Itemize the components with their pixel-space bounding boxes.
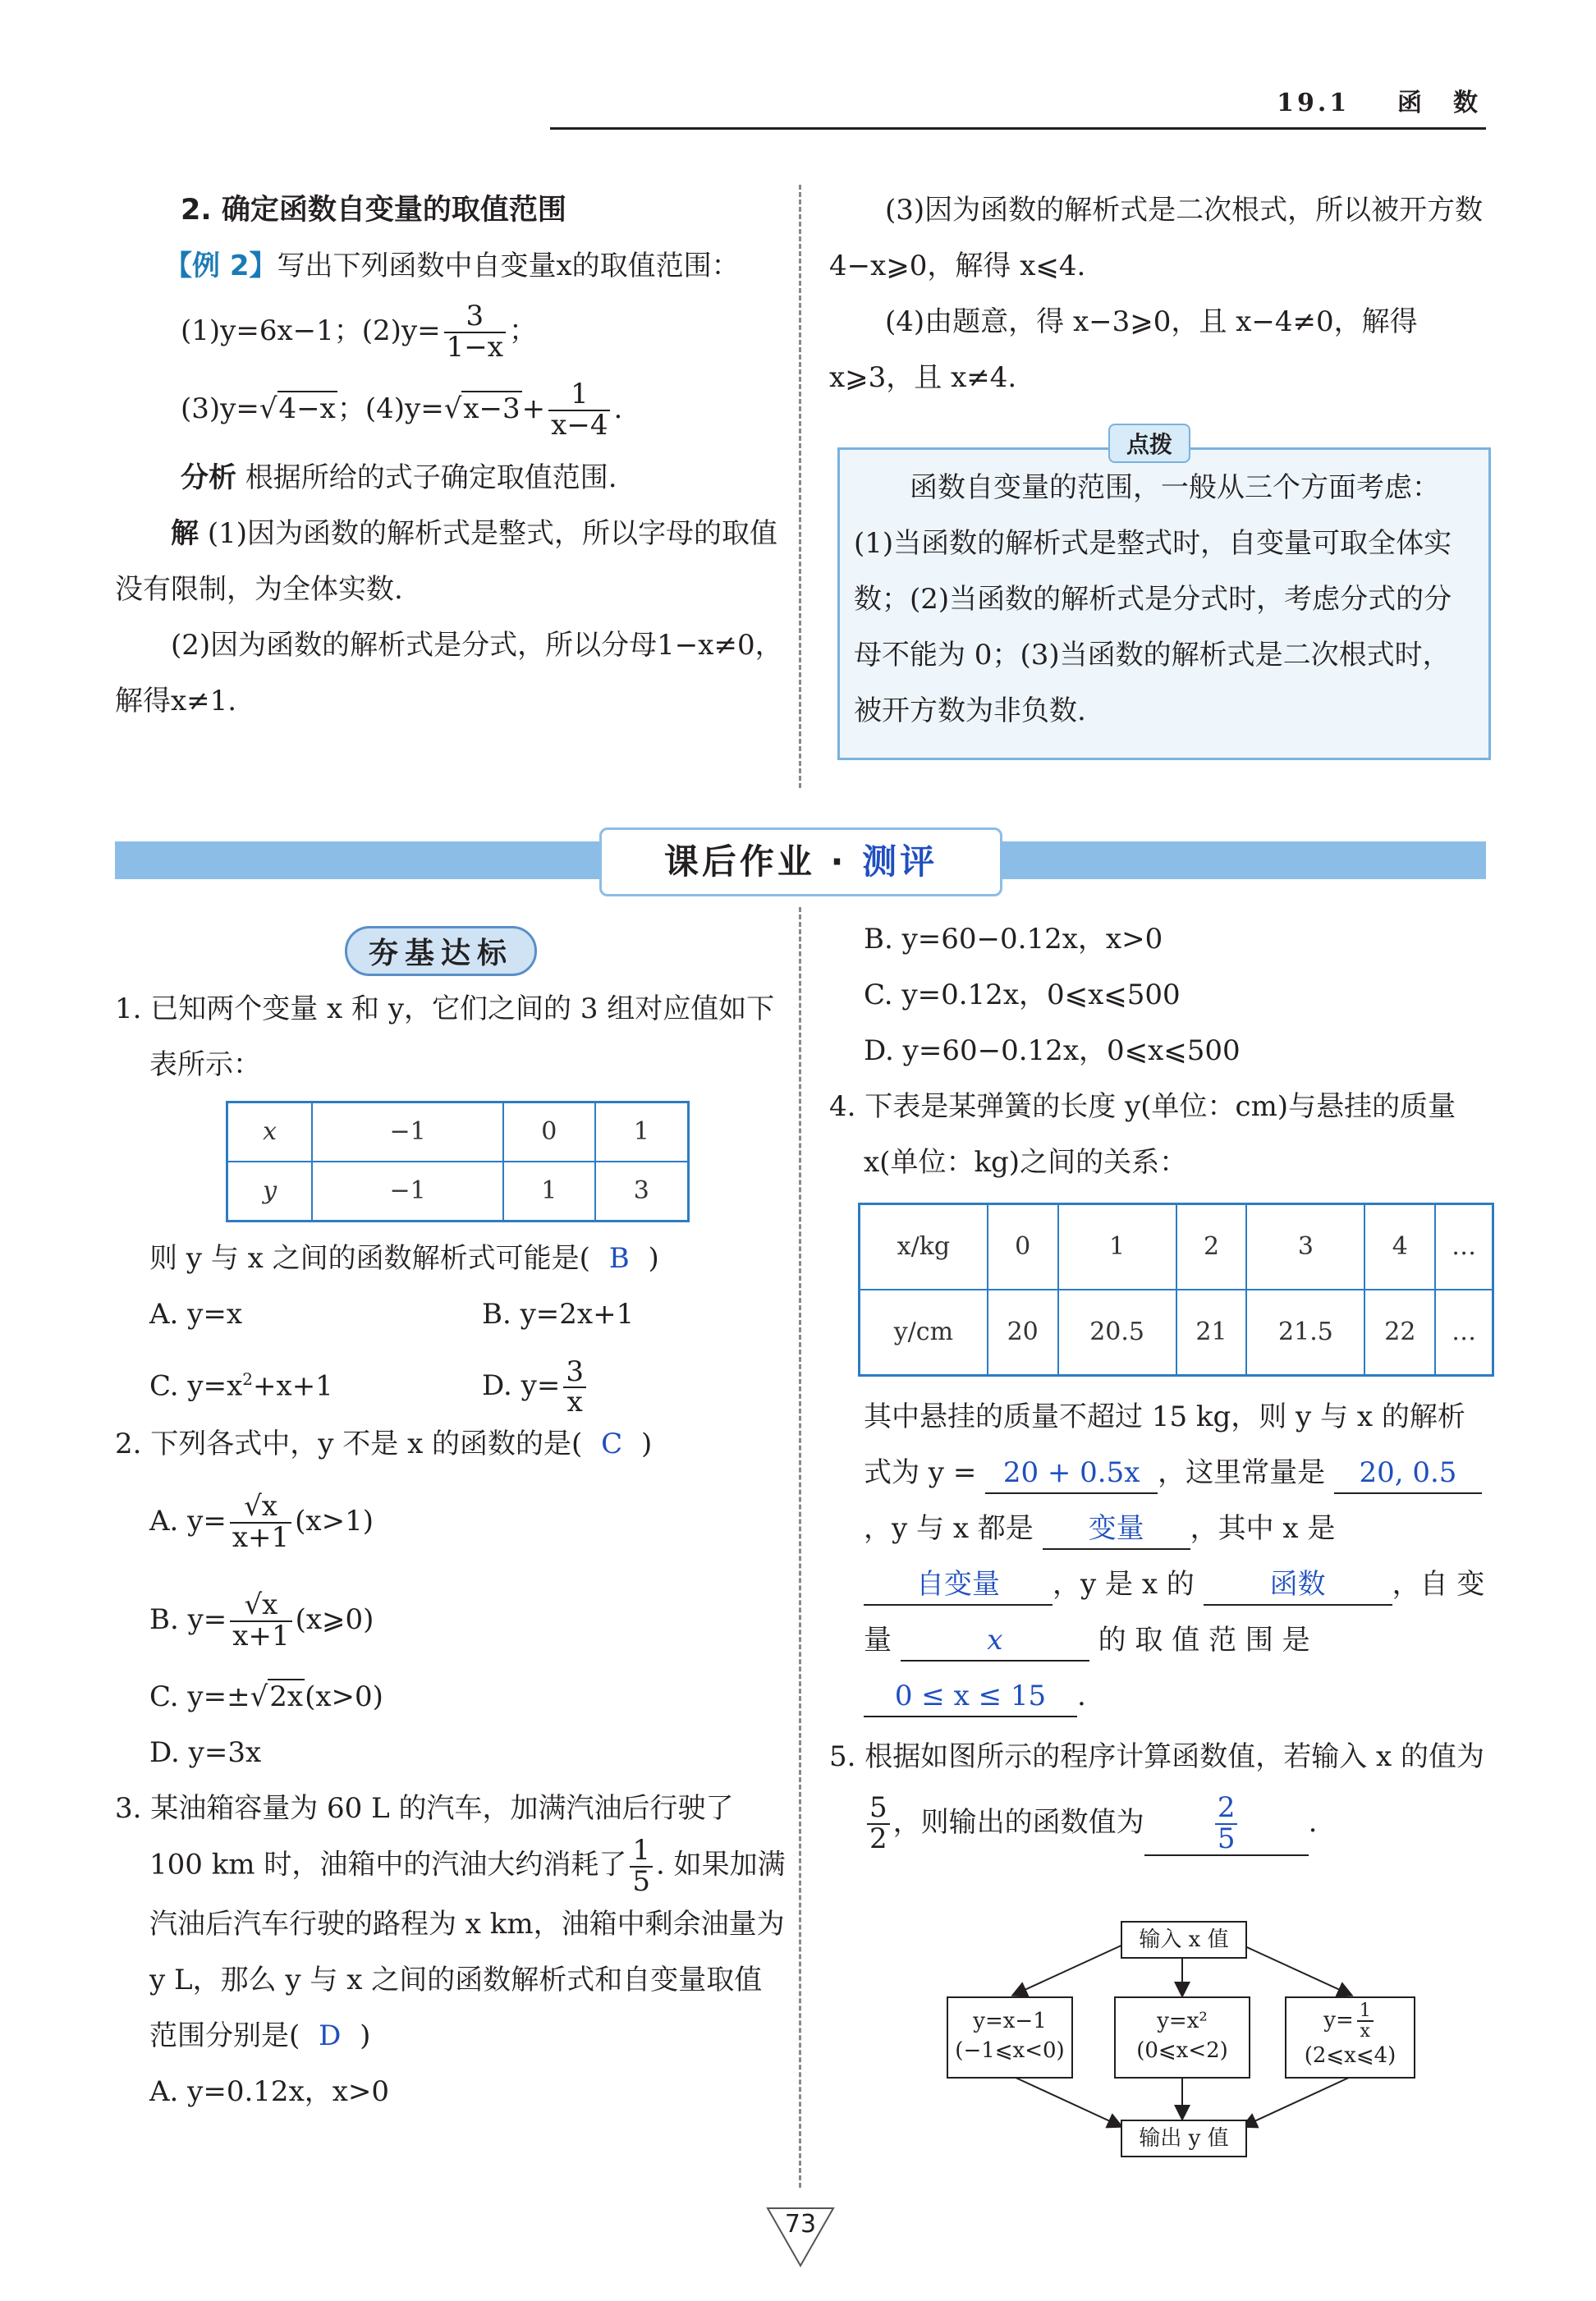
questions-left	[115, 981, 788, 2120]
q4-blank-independent: 自变量	[864, 1565, 1053, 1606]
table-cell: 22	[1364, 1290, 1435, 1376]
example-section	[115, 182, 788, 729]
q3-option-b: B. y=60−0.12x，x>0	[864, 923, 1163, 956]
q4-text-7: 的 取 值 范 围 是	[1098, 1624, 1310, 1657]
fraction-denominator: x+1	[232, 1620, 290, 1652]
tip-content: 函数自变量的范围，一般从三个方面考虑：(1)当函数的解析式是整式时，自变量可取全体实数；(2)当函数的解析式是分式时，考虑分式的分母不能为 0；(3)当函数的解析式是二次根式时，被开方数为非负数.	[854, 471, 1452, 727]
q2-option-c-radicand: 2x	[269, 1680, 304, 1713]
q1-answer: B	[608, 1242, 630, 1275]
solution-3: (3)因为函数的解析式是二次根式，所以被开方数 4−x⩾0，解得 x⩽4.	[829, 194, 1484, 282]
arrow-to-right	[1240, 1944, 1351, 1995]
level-badge: 夯基达标	[345, 926, 537, 976]
table-cell: 21.5	[1246, 1290, 1364, 1376]
fraction-denominator: x	[1360, 2021, 1370, 2042]
q4-text-3: ，y 与 x 都是	[864, 1512, 1034, 1545]
table-cell: 21	[1176, 1290, 1247, 1376]
arrow-to-left	[1014, 1944, 1125, 1995]
table-row	[227, 1102, 689, 1162]
q1-options-cd	[115, 1342, 788, 1419]
q2-option-b	[115, 1570, 788, 1669]
fraction-denominator: x	[566, 1386, 583, 1419]
table-cell: 20	[988, 1290, 1058, 1376]
q4-blank-variable: x	[901, 1620, 1089, 1662]
q2-option-a-fraction	[230, 1492, 291, 1552]
item-4-radicand: x−3	[463, 392, 521, 425]
q5-stem-1: 5. 根据如图所示的程序计算函数值，若输入 x 的值为	[829, 1740, 1485, 1773]
flow-box-left-eq: y=x−1	[973, 2009, 1047, 2033]
q3-option-a: A. y=0.12x，x>0	[149, 2075, 390, 2109]
questions-right	[829, 911, 1486, 1856]
flow-output-box: 输出 y 值	[1121, 2120, 1247, 2157]
table-row	[860, 1204, 1493, 1290]
header-title: 函 数	[1397, 89, 1481, 117]
table-cell: 3	[1246, 1204, 1364, 1290]
item-separator: ；	[508, 314, 537, 347]
flow-box-middle	[1114, 1996, 1250, 2079]
fraction-denominator: x−4	[551, 409, 608, 442]
fraction-numerator: √x	[230, 1591, 291, 1622]
q2-option-c	[115, 1669, 788, 1725]
q2-option-a-cond: (x>1)	[295, 1505, 374, 1538]
example-line	[115, 238, 788, 294]
flow-box-middle-range: (0⩽x<2)	[1136, 2038, 1228, 2063]
q3-option-d: D. y=60−0.12x，0⩽x⩽500	[864, 1034, 1241, 1067]
tip-label: 点拨	[1108, 424, 1190, 463]
q5-stem	[829, 1724, 1486, 1856]
q4-text-2: ，这里常量是	[1158, 1456, 1326, 1489]
q1-options-ab	[115, 1286, 788, 1342]
table-cell: y	[227, 1162, 313, 1222]
q3-fraction	[630, 1836, 653, 1896]
q4-table	[858, 1203, 1494, 1377]
section-heading: 2. 确定函数自变量的取值范围	[181, 194, 566, 227]
q1-option-c-post: +x+1	[253, 1369, 333, 1403]
q2-close: )	[640, 1428, 653, 1460]
q5-end: .	[1308, 1806, 1318, 1839]
flow-box-left-range: (−1⩽x<0)	[955, 2038, 1065, 2063]
q4-answer-block	[829, 1389, 1486, 1724]
q3-stem-1: 3. 某油箱容量为 60 L 的汽车，加满汽油后行驶了 100 km 时，油箱中的汽油大约消耗了	[115, 1792, 734, 1882]
q1-ask	[115, 1231, 788, 1286]
fraction-numerator: √x	[230, 1492, 291, 1524]
item-3-radicand: 4−x	[278, 392, 336, 425]
table-row	[860, 1290, 1493, 1376]
fraction-numerator: 2	[1215, 1794, 1238, 1825]
table-row	[227, 1162, 689, 1222]
item-3-label: (3)y=	[181, 392, 259, 425]
fraction-denominator: x+1	[232, 1521, 290, 1554]
q5-stem-2: ，则输出的函数值为	[892, 1806, 1144, 1839]
analysis-text: 根据所给的式子确定取值范围.	[245, 461, 617, 494]
flow-box-right-range: (2⩽x⩽4)	[1304, 2043, 1396, 2069]
table-cell: 0	[503, 1102, 595, 1162]
q3-stem-2: 如果加满汽油后汽车行驶的路程为 x km，油箱中剩余油量为 y L，那么 y 与 x 之间的函数解析式和自变量取值范围分别是(	[149, 1848, 786, 2053]
q2-option-b-cond: (x⩾0)	[295, 1603, 374, 1636]
q4-stem: 4. 下表是某弹簧的长度 y(单位：cm)与悬挂的质量x(单位：kg)之间的关系：	[829, 1090, 1456, 1179]
column-divider-top	[799, 185, 801, 788]
q3-answer: D	[319, 2019, 342, 2053]
q4-blank-range: 0 ≤ x ≤ 15	[864, 1676, 1077, 1717]
q5-input-fraction	[867, 1791, 890, 1855]
table-cell: 4	[1364, 1204, 1435, 1290]
q5-answer-blank	[1144, 1791, 1309, 1855]
example-tag: 【例 2】	[164, 250, 277, 282]
q2-option-d: D. y=3x	[149, 1736, 262, 1769]
table-cell: x/kg	[860, 1204, 988, 1290]
solution-label: 解	[171, 517, 199, 550]
example-items-3-4: (3)y=√4−x；(4)y=√x−3+ $\frac{1}{x-4}$ .	[181, 378, 623, 442]
banner-dot: ·	[830, 841, 847, 882]
table-cell: −1	[312, 1162, 503, 1222]
q4-text-1: 其中悬挂的质量不超过 15 kg，则 y 与 x 的解析式为 y =	[864, 1400, 1465, 1489]
arrow-from-left	[1014, 2077, 1121, 2126]
table-cell: 3	[595, 1162, 689, 1222]
example-solution-continued	[829, 182, 1486, 406]
q2-option-a	[115, 1472, 788, 1570]
fraction-denominator: 1−x	[446, 331, 503, 364]
fraction-denominator: 5	[632, 1864, 650, 1898]
q1-option-b: B. y=2x+1	[482, 1298, 635, 1331]
q4-blank-expression: 20 + 0.5x	[985, 1453, 1158, 1494]
fraction-denominator: 5	[1217, 1822, 1236, 1855]
fraction-numerator: 1	[1357, 2001, 1374, 2022]
q1-option-c	[149, 1342, 482, 1423]
tip-text	[854, 460, 1478, 739]
q1-ask-text: 则 y 与 x 之间的函数解析式可能是(	[149, 1242, 590, 1275]
q2-stem-text: 2. 下列各式中，y 不是 x 的函数的是(	[115, 1428, 583, 1460]
q4-blank-function: 函数	[1204, 1565, 1392, 1606]
q3-option-c: C. y=0.12x，0⩽x⩽500	[864, 979, 1181, 1011]
item-2-fraction	[444, 302, 506, 362]
q3-stem: 3. 某油箱容量为 60 L 的汽车，加满汽油后行驶了 100 km 时，油箱中的汽油大约消耗了 $\frac{1}{5}$ . 如果加满汽油后汽车行驶的路程为 x km，油箱中剩余油量为 y L，那么 y 与 x 之间的函数解析式和自变量取值范围分别是( D )	[115, 1792, 786, 2053]
flow-box-left	[947, 1996, 1073, 2079]
table-cell: 1	[595, 1102, 689, 1162]
column-divider-bottom	[799, 907, 801, 2188]
plus-sign: +	[521, 392, 546, 425]
example-text: 写出下列函数中自变量x的取值范围：	[277, 250, 740, 282]
q1-option-a: A. y=x	[149, 1298, 243, 1331]
q1-option-c-pre: C. y=x	[149, 1369, 243, 1403]
flow-box-right	[1285, 1996, 1415, 2079]
solution-1	[115, 506, 788, 617]
table-cell: 0	[988, 1204, 1058, 1290]
item-end: .	[613, 392, 623, 425]
table-cell: …	[1435, 1204, 1493, 1290]
fraction-numerator: 3	[563, 1358, 586, 1389]
banner-subtitle: 测评	[862, 841, 938, 882]
q1-table	[226, 1101, 690, 1222]
item-4-label: ；(4)y=	[337, 392, 444, 425]
flow-box-right-eq	[1286, 1998, 1414, 2041]
analysis-line	[115, 450, 788, 506]
example-items-1-2	[115, 294, 788, 368]
q2-option-c-label: C. y=±√	[149, 1680, 268, 1713]
q5-answer-fraction	[1215, 1791, 1238, 1855]
page-number: 73	[784, 2210, 817, 2239]
fraction-numerator: 1	[630, 1836, 653, 1868]
flow-box-right-fraction	[1357, 2001, 1374, 2041]
q2-option-b-fraction	[230, 1588, 291, 1652]
q2-option-b-label: B. y=	[149, 1603, 227, 1636]
q4-text-5: ，y 是 x 的	[1053, 1568, 1195, 1601]
q3-close: )	[360, 2019, 371, 2053]
item-4-fraction	[548, 380, 610, 440]
fraction-numerator: 3	[444, 302, 506, 333]
flow-input-box: 输入 x 值	[1121, 1921, 1247, 1959]
analysis-label: 分析	[181, 461, 236, 494]
table-cell: −1	[312, 1102, 503, 1162]
q2-stem	[115, 1416, 788, 1472]
q1-option-d-pre: D. y=	[482, 1369, 561, 1403]
q4-text-6: ，自 变 量	[864, 1568, 1485, 1657]
q1-close: )	[648, 1242, 659, 1275]
fraction-numerator: 5	[867, 1794, 890, 1825]
fraction-denominator: 2	[869, 1822, 887, 1855]
q1-stem: 1. 已知两个变量 x 和 y，它们之间的 3 组对应值如下表所示：	[115, 992, 775, 1081]
q2-answer: C	[601, 1428, 623, 1460]
q4-text-4: ，其中 x 是	[1190, 1512, 1336, 1545]
table-cell: x	[227, 1102, 313, 1162]
table-cell: 1	[1058, 1204, 1176, 1290]
fraction-numerator: 1	[548, 380, 610, 411]
q2-option-c-cond: (x>0)	[305, 1680, 383, 1713]
table-cell: …	[1435, 1290, 1493, 1376]
q2-option-a-label: A. y=	[149, 1505, 227, 1538]
header-section: 19.1	[1277, 89, 1351, 117]
q1-option-d-fraction	[563, 1354, 586, 1419]
running-header	[1277, 82, 1481, 118]
solution-2: (2)因为函数的解析式是分式，所以分母1−x≠0，解得x≠1.	[115, 629, 783, 717]
solution-4: (4)由题意，得 x−3⩾0，且 x−4≠0，解得x⩾3，且 x≠4.	[829, 305, 1418, 394]
banner-title: 课后作业	[663, 841, 815, 882]
q1-option-c-sup: 2	[242, 1369, 254, 1389]
table-cell: 2	[1176, 1204, 1247, 1290]
q4-blank-constants: 20, 0.5	[1334, 1453, 1482, 1494]
q4-text-8: .	[1077, 1680, 1086, 1712]
arrow-from-right	[1244, 2077, 1351, 2126]
section-banner-title	[599, 827, 1002, 896]
item-1-2-text: (1)y=6x−1；(2)y=	[181, 314, 441, 347]
flow-box-right-eq-pre: y=	[1323, 2008, 1354, 2033]
flow-box-middle-eq: y=x²	[1157, 2009, 1208, 2033]
solution-1-text: (1)因为函数的解析式是整式，所以字母的取值没有限制，为全体实数.	[115, 517, 777, 606]
q4-blank-variables: 变量	[1043, 1509, 1190, 1550]
table-cell: y/cm	[860, 1290, 988, 1376]
table-cell: 1	[503, 1162, 595, 1222]
q1-option-d	[482, 1354, 589, 1419]
table-cell: 20.5	[1058, 1290, 1176, 1376]
header-rule	[550, 127, 1486, 130]
